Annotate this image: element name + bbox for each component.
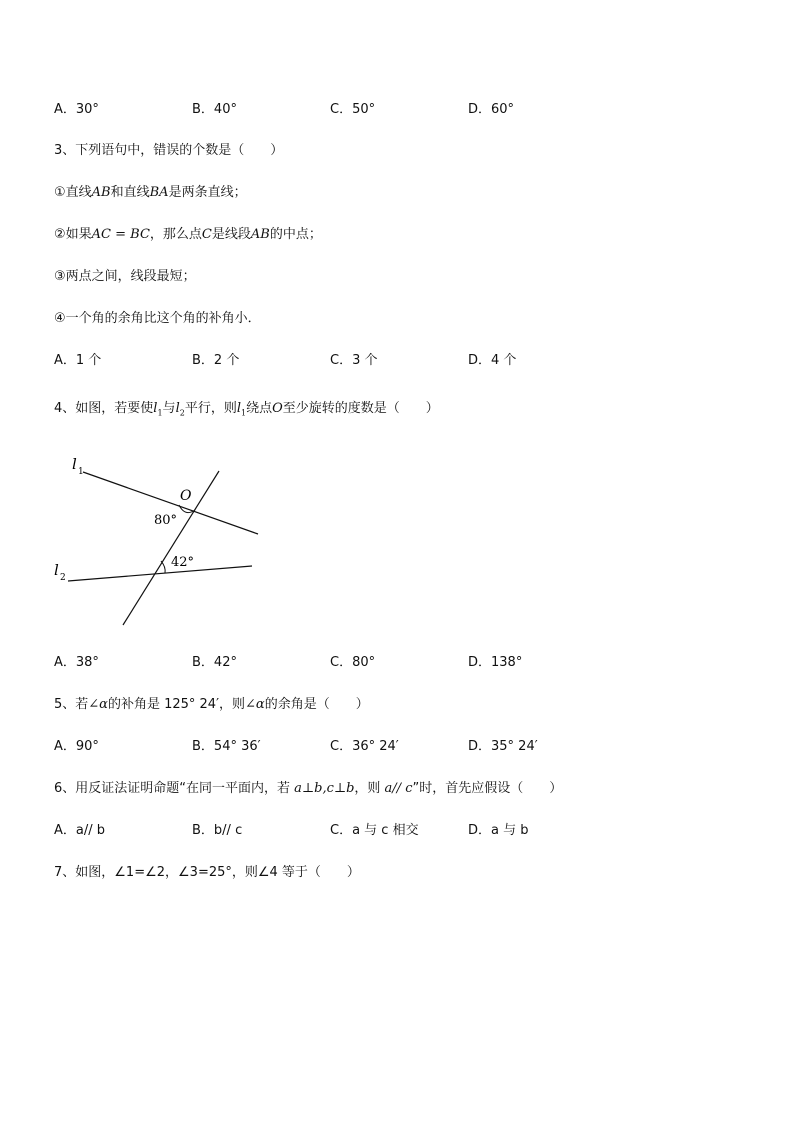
q3-option-a: A．1 个 <box>54 353 102 368</box>
q3-s2-text-c: 是线段 <box>211 227 251 242</box>
q5-text-c: 的余角是（ ） <box>264 697 369 712</box>
q2-option-c: C．50° <box>330 102 376 117</box>
q6-option-a: A．a// b <box>54 823 106 838</box>
label-l2: l <box>54 561 59 579</box>
q6-option-b: B．b// c <box>192 823 243 838</box>
label-angle-42: 42° <box>171 555 195 570</box>
q4-options <box>54 654 614 672</box>
q5-angle-alpha-again: ∠α <box>245 697 265 712</box>
q4-line-l1: l <box>153 401 158 416</box>
q6-options <box>54 822 614 840</box>
q2-option-d: D．60° <box>468 102 515 117</box>
q5-option-d: D．35° 24′ <box>468 739 538 754</box>
q5-text-b: 的补角是 125° 24′，则 <box>107 697 246 712</box>
q5-options <box>54 738 614 756</box>
q3-s2-text-b: ，那么点 <box>149 227 202 242</box>
q2-option-a: A．30° <box>54 102 99 117</box>
q3-option-c: C．3 个 <box>330 353 378 368</box>
q4-text-b: 与 <box>162 401 176 416</box>
q5-angle-alpha: ∠α <box>88 697 108 712</box>
q6-text-a: 6、用反证法证明命题“在同一平面内，若 <box>54 781 295 796</box>
line-l2 <box>68 566 252 581</box>
q3-s1-text-a: ①直线 <box>54 185 92 200</box>
q3-stem: 3、下列语句中，错误的个数是（ ） <box>54 143 284 158</box>
q4-line-l1-again-sub: 1 <box>241 408 247 418</box>
q3-s1-text-b: 和直线 <box>110 185 150 200</box>
q5-option-b: B．54° 36′ <box>192 739 261 754</box>
q4-line-l2-sub: 2 <box>179 408 185 418</box>
q3-option-b: B．2 个 <box>192 353 240 368</box>
q3-statement-1 <box>54 184 247 202</box>
q3-s1-text-c: 是两条直线； <box>168 185 247 200</box>
label-l1: l <box>72 455 77 473</box>
q7-stem: 7、如图，∠1=∠2，∠3=25°，则∠4 等于（ ） <box>54 865 360 880</box>
q4-line-l1-sub: 1 <box>157 408 163 418</box>
q6-text-c: ”时，首先应假设（ ） <box>412 781 563 796</box>
q4-point-o: O <box>272 401 283 416</box>
q4-option-b: B．42° <box>192 655 237 670</box>
q3-s2-segment-ab: AB <box>250 227 270 242</box>
q6-conclusion: a// c <box>384 781 413 796</box>
q5-option-c: C．36° 24′ <box>330 739 399 754</box>
q3-s2-text-d: 的中点； <box>269 227 322 242</box>
label-l2-sub: 2 <box>60 573 66 583</box>
q4-text-d: 绕点 <box>246 401 273 416</box>
q3-s1-line-ab: AB <box>91 185 111 200</box>
q3-s1-line-ba: BA <box>149 185 169 200</box>
q4-option-c: C．80° <box>330 655 376 670</box>
q4-line-l2: l <box>175 401 180 416</box>
q2-options <box>54 101 614 119</box>
q6-stem <box>54 780 562 798</box>
q4-stem <box>54 400 439 423</box>
q3-s2-text-a: ②如果 <box>54 227 92 242</box>
q3-s2-point-c: C <box>201 227 212 242</box>
q6-text-b: ，则 <box>354 781 385 796</box>
q4-text-a: 4、如图，若要使 <box>54 401 154 416</box>
q2-option-b: B．40° <box>192 102 237 117</box>
q3-s2-equation: AC = BC <box>91 227 150 242</box>
transversal-line <box>123 471 219 625</box>
q6-option-d: D．a 与 b <box>468 823 529 838</box>
label-point-o: O <box>180 488 192 504</box>
q4-option-d: D．138° <box>468 655 523 670</box>
q4-figure <box>50 455 270 630</box>
q4-option-a: A．38° <box>54 655 99 670</box>
q6-condition: a⊥b,c⊥b <box>294 781 355 796</box>
q4-line-l1-again: l <box>236 401 242 416</box>
q5-text-a: 5、若 <box>54 697 89 712</box>
q3-statement-4: ④一个角的余角比这个角的补角小． <box>54 311 261 326</box>
q3-statement-2 <box>54 226 322 244</box>
label-angle-80: 80° <box>154 513 178 528</box>
label-l1-sub: 1 <box>78 467 84 477</box>
q3-statement-3: ③两点之间，线段最短； <box>54 269 196 284</box>
q3-options <box>54 352 614 370</box>
q4-text-c: 平行，则 <box>184 401 237 416</box>
q4-geometry-diagram <box>50 455 270 630</box>
q6-option-c: C．a 与 c 相交 <box>330 823 419 838</box>
q5-option-a: A．90° <box>54 739 99 754</box>
q3-option-d: D．4 个 <box>468 353 517 368</box>
q4-text-e: 至少旋转的度数是（ ） <box>282 401 439 416</box>
q5-stem <box>54 696 369 714</box>
